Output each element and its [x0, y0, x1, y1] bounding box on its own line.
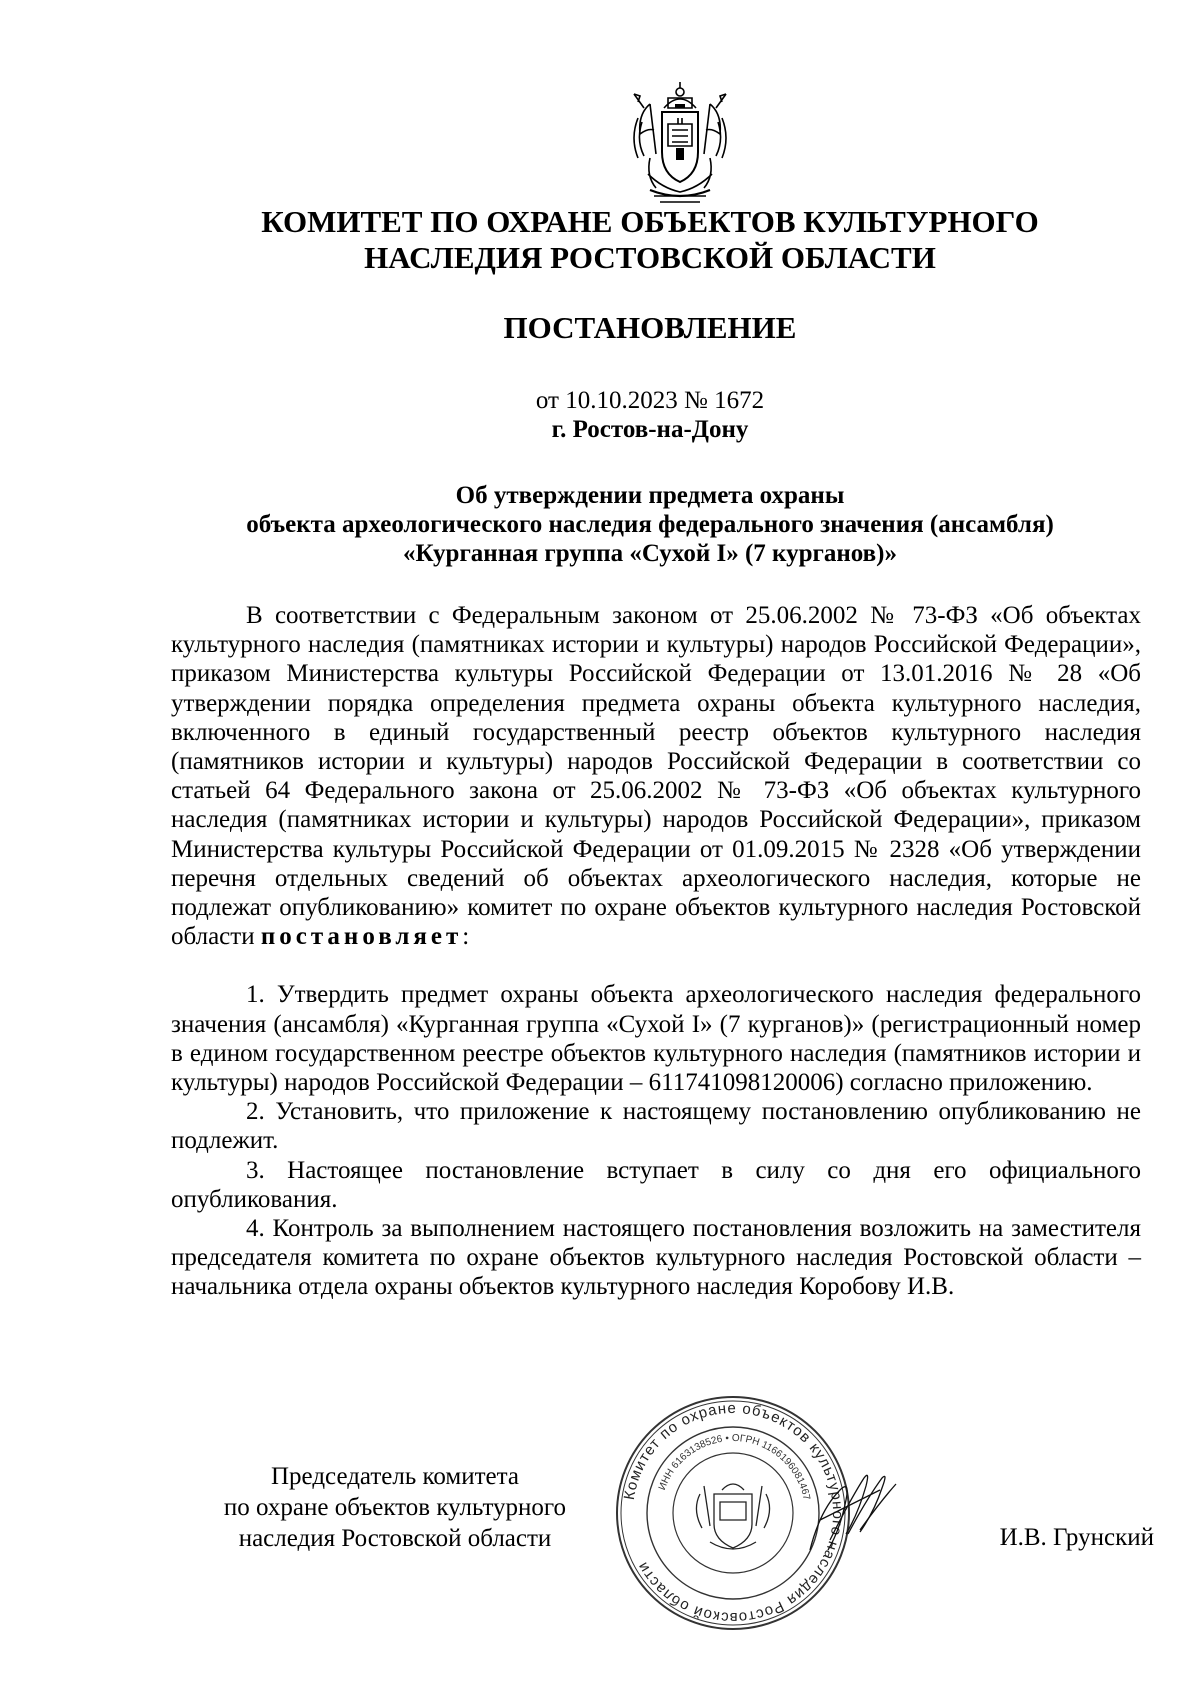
- decree-word: постановляет: [260, 923, 463, 951]
- list-item-2: 2. Установить, что приложение к настоящему постановлению опубликованию не подлежит.: [171, 1098, 1141, 1155]
- seal-emblem-icon: [696, 1484, 769, 1549]
- subject-line-1: Об утверждении предмета охраны: [455, 482, 845, 509]
- handwritten-signature-icon: [790, 1450, 910, 1570]
- coat-of-arms-icon: [620, 78, 740, 210]
- organization-title-line-2: НАСЛЕДИЯ РОСТОВСКОЙ ОБЛАСТИ: [364, 240, 936, 275]
- document-body: [171, 601, 1141, 1302]
- seal-inner-text: ИНН 6163138526 • ОГРН 1166196081467: [656, 1432, 812, 1502]
- document-subject: [170, 481, 1130, 568]
- list-item-4: 4. Контроль за выполнением настоящего постановления возложить на заместителя председателя комитета по охране объектов культурного наследия Ростовской области – начальника отдела охраны объектов культурного наследия Коробову И.В.: [171, 1215, 1141, 1301]
- seal-outer-text: Комитет по охране объектов культурного наследия Ростовской области: [620, 1399, 847, 1627]
- list-item-1: 1. Утвердить предмет охраны объекта археологического наследия федерального значения (ансамбля) «Курганная группа «Сухой I» (7 курганов)» (регистрационный номер в едином государственном реестре объектов культурного наследия (памятников истории и культуры) народов Российской Федерации – 611741098120006) согласно приложению.: [171, 981, 1141, 1097]
- decree-colon: :: [462, 923, 470, 951]
- signatory-position: [170, 1461, 620, 1554]
- preamble-paragraph: [171, 601, 1141, 951]
- organization-title: [170, 204, 1130, 276]
- signatory-position-line-1: Председатель комитета: [271, 1463, 519, 1490]
- document-city: г. Ростов-на-Дону: [551, 416, 749, 443]
- document-type: ПОСТАНОВЛЕНИЕ: [503, 310, 797, 345]
- document-date-number: от 10.10.2023 № 1672: [535, 387, 765, 414]
- subject-line-2: объекта археологического наследия федерального значения (ансамбля): [246, 511, 1054, 538]
- organization-title-line-1: КОМИТЕТ ПО ОХРАНЕ ОБЪЕКТОВ КУЛЬТУРНОГО: [261, 204, 1039, 239]
- signatory-name: И.В. Грунский: [999, 1524, 1154, 1551]
- subject-line-3: «Курганная группа «Сухой I» (7 курганов)»: [403, 540, 897, 567]
- signatory-position-line-3: наследия Ростовской области: [238, 1525, 552, 1552]
- signatory-position-line-2: по охране объектов культурного: [223, 1494, 567, 1521]
- preamble-text: В соответствии с Федеральным законом от 25.06.2002 № 73-ФЗ «Об объектах культурного наследия (памятниках истории и культуры) народов Российской Федерации», приказом Министерства культуры Российской Федерации от 13.01.2016 № 28 «Об утверждении порядка определения предмета охраны объекта культурного наследия, включенного в единый государственный реестр объектов культурного наследия (памятников истории и культуры) народов Российской Федерации в соответствии со статьей 64 Федерального закона от 25.06.2002 № 73-ФЗ «Об объектах культурного наследия (памятниках истории и культуры) народов Российской Федерации», приказом Министерства культуры Российской Федерации от 01.09.2015 № 2328 «Об утверждении перечня отдельных сведений об объектах археологического наследия, которые не подлежат опубликованию» комитет по охране объектов культурного наследия Ростовской области: [171, 602, 1141, 951]
- list-item-3: 3. Настоящее постановление вступает в силу со дня его официального опубликования.: [171, 1156, 1141, 1213]
